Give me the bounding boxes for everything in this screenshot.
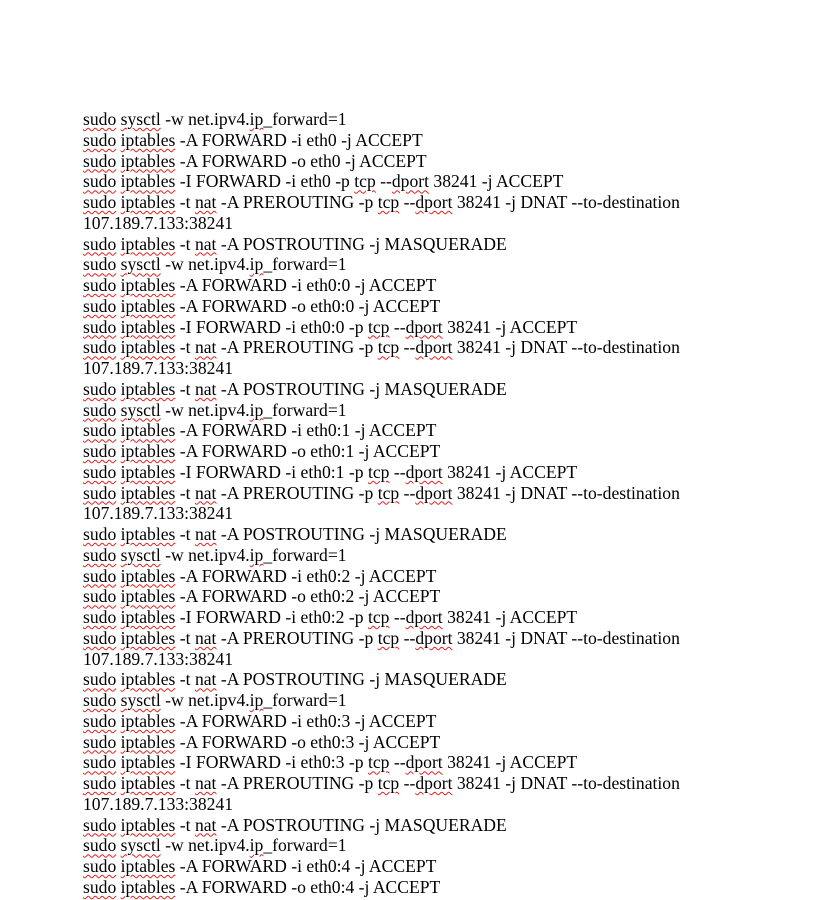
text-run: 107.189.7.133:38241 — [83, 503, 234, 524]
text-run: -A PREROUTING -p — [216, 627, 378, 648]
misspelled-word: sudo — [83, 254, 117, 275]
misspelled-word: dport — [415, 773, 453, 793]
misspelled-word: sudo — [83, 316, 117, 337]
text-run: -- — [399, 773, 416, 793]
misspelled-word: ip — [249, 109, 264, 129]
text-run: -A POSTROUTING -j MASQUERADE — [216, 814, 507, 835]
misspelled-word: iptables — [120, 731, 176, 752]
text-run: -I FORWARD -i eth0:1 -p — [175, 461, 368, 482]
text-run: -t — [175, 524, 195, 544]
text-run: 38241 -j ACCEPT — [442, 752, 578, 773]
text-run: -- — [389, 316, 406, 337]
misspelled-word: iptables — [120, 607, 176, 627]
text-line — [83, 815, 763, 836]
text-run: -A PREROUTING -p — [216, 192, 378, 212]
misspelled-word: iptables — [120, 337, 176, 358]
text-run: -A FORWARD -i eth0:2 -j ACCEPT — [175, 565, 437, 586]
text-run: 38241 -j ACCEPT — [442, 316, 578, 337]
text-run: -t — [175, 627, 195, 648]
text-run: -A PREROUTING -p — [216, 773, 378, 793]
misspelled-word: dport — [405, 461, 443, 482]
text-run: -- — [389, 752, 406, 773]
text-run: -A FORWARD -o eth0:1 -j ACCEPT — [175, 441, 441, 461]
text-run: -A PREROUTING -p — [216, 482, 378, 503]
text-run: -w net.ipv4. — [160, 109, 250, 129]
misspelled-word: sudo — [83, 441, 117, 461]
misspelled-word: sudo — [83, 233, 117, 254]
misspelled-word: nat — [194, 627, 217, 648]
text-run: -A PREROUTING -p — [216, 337, 378, 358]
misspelled-word: iptables — [120, 814, 176, 835]
document-text-body[interactable] — [83, 109, 763, 898]
text-line — [83, 752, 763, 773]
text-run: 38241 -j ACCEPT — [429, 171, 564, 192]
misspelled-word: iptables — [120, 275, 176, 295]
misspelled-word: sudo — [83, 109, 117, 129]
text-run: -A POSTROUTING -j MASQUERADE — [216, 233, 507, 254]
text-line — [83, 358, 763, 379]
text-run: -t — [175, 814, 195, 835]
misspelled-word: sudo — [83, 544, 117, 565]
misspelled-word: sudo — [83, 814, 117, 835]
misspelled-word: sudo — [83, 171, 117, 192]
text-run: -A FORWARD -i eth0:0 -j ACCEPT — [175, 275, 437, 295]
misspelled-word: iptables — [120, 876, 176, 897]
misspelled-word: dport — [415, 482, 453, 503]
text-line — [83, 337, 763, 358]
text-run: 38241 -j ACCEPT — [442, 607, 578, 627]
misspelled-word: sudo — [83, 129, 117, 150]
text-line — [83, 296, 763, 317]
text-line — [83, 400, 763, 421]
misspelled-word: sudo — [83, 524, 117, 544]
text-run: _forward=1 — [263, 399, 347, 420]
misspelled-word: dport — [405, 752, 443, 773]
misspelled-word: tcp — [367, 461, 390, 482]
misspelled-word: tcp — [377, 337, 400, 358]
misspelled-word: nat — [194, 378, 217, 399]
text-run: -A FORWARD -i eth0 -j ACCEPT — [175, 129, 423, 150]
misspelled-word: ip — [249, 399, 264, 420]
misspelled-word: dport — [415, 627, 453, 648]
text-run: -A FORWARD -o eth0:2 -j ACCEPT — [175, 586, 441, 607]
misspelled-word: sudo — [83, 192, 117, 212]
text-run: _forward=1 — [263, 690, 347, 710]
text-line — [83, 566, 763, 587]
text-run: 107.189.7.133:38241 — [83, 358, 234, 378]
misspelled-word: nat — [194, 524, 217, 544]
text-line — [83, 628, 763, 649]
text-run: -I FORWARD -i eth0 -p — [175, 171, 355, 192]
text-line — [83, 856, 763, 877]
text-run: -- — [399, 192, 416, 212]
misspelled-word: sysctl — [120, 399, 161, 420]
misspelled-word: iptables — [120, 150, 176, 171]
misspelled-word: dport — [415, 192, 453, 212]
misspelled-word: sysctl — [120, 690, 161, 710]
text-run: -A POSTROUTING -j MASQUERADE — [216, 669, 507, 690]
text-run: -A POSTROUTING -j MASQUERADE — [216, 524, 507, 544]
misspelled-word: nat — [194, 337, 217, 358]
text-line — [83, 669, 763, 690]
text-run: _forward=1 — [263, 544, 347, 565]
misspelled-word: nat — [194, 669, 217, 690]
text-run: -A FORWARD -o eth0:0 -j ACCEPT — [175, 295, 441, 316]
text-run: -- — [399, 627, 416, 648]
text-line — [83, 773, 763, 794]
text-line — [83, 171, 763, 192]
misspelled-word: sudo — [83, 482, 117, 503]
misspelled-word: iptables — [120, 627, 176, 648]
text-line — [83, 192, 763, 213]
text-line — [83, 545, 763, 566]
text-run: -A FORWARD -i eth0:4 -j ACCEPT — [175, 856, 437, 876]
misspelled-word: sudo — [83, 856, 117, 876]
misspelled-word: iptables — [120, 420, 176, 441]
text-run: -w net.ipv4. — [160, 544, 250, 565]
misspelled-word: dport — [415, 337, 453, 358]
text-line — [83, 379, 763, 400]
misspelled-word: iptables — [120, 710, 176, 731]
misspelled-word: nat — [194, 233, 217, 254]
misspelled-word: sudo — [83, 752, 117, 773]
text-run: -A FORWARD -o eth0:3 -j ACCEPT — [175, 731, 441, 752]
misspelled-word: iptables — [120, 565, 176, 586]
misspelled-word: sudo — [83, 399, 117, 420]
text-run: 107.189.7.133:38241 — [83, 648, 234, 669]
text-run: -w net.ipv4. — [160, 254, 250, 275]
misspelled-word: sudo — [83, 876, 117, 897]
misspelled-word: dport — [391, 171, 430, 192]
misspelled-word: iptables — [120, 233, 176, 254]
misspelled-word: tcp — [377, 627, 400, 648]
text-run: -t — [175, 192, 195, 212]
text-line — [83, 213, 763, 234]
text-run: -A FORWARD -o eth0 -j ACCEPT — [175, 150, 427, 171]
text-run: -t — [175, 482, 195, 503]
misspelled-word: iptables — [120, 378, 176, 399]
misspelled-word: sysctl — [120, 544, 161, 565]
misspelled-word: nat — [194, 814, 217, 835]
text-run: -A FORWARD -i eth0:3 -j ACCEPT — [175, 710, 437, 731]
misspelled-word: iptables — [120, 586, 176, 607]
misspelled-word: iptables — [120, 441, 176, 461]
text-line — [83, 794, 763, 815]
misspelled-word: ip — [249, 835, 264, 856]
misspelled-word: dport — [405, 607, 443, 627]
text-run: -A FORWARD -i eth0:1 -j ACCEPT — [175, 420, 437, 441]
text-run: 38241 -j DNAT --to-destination — [452, 482, 680, 503]
text-line — [83, 254, 763, 275]
text-line — [83, 234, 763, 255]
misspelled-word: sysctl — [120, 254, 161, 275]
text-run: _forward=1 — [263, 254, 347, 275]
misspelled-word: sudo — [83, 565, 117, 586]
misspelled-word: iptables — [120, 295, 176, 316]
text-run: 38241 -j DNAT --to-destination — [452, 773, 680, 793]
misspelled-word: sysctl — [120, 835, 161, 856]
text-run: _forward=1 — [263, 835, 347, 856]
text-run: -t — [175, 773, 195, 793]
text-line — [83, 420, 763, 441]
text-line — [83, 877, 763, 898]
misspelled-word: ip — [249, 690, 264, 710]
text-run: -w net.ipv4. — [160, 399, 250, 420]
text-run: -t — [175, 233, 195, 254]
misspelled-word: sudo — [83, 607, 117, 627]
misspelled-word: sudo — [83, 773, 117, 793]
misspelled-word: dport — [405, 316, 443, 337]
text-run: -t — [175, 337, 195, 358]
text-run: 38241 -j DNAT --to-destination — [452, 337, 680, 358]
misspelled-word: sudo — [83, 337, 117, 358]
text-run: -- — [399, 337, 416, 358]
misspelled-word: sudo — [83, 731, 117, 752]
misspelled-word: tcp — [377, 192, 400, 212]
text-line — [83, 690, 763, 711]
misspelled-word: sudo — [83, 420, 117, 441]
text-run: -I FORWARD -i eth0:0 -p — [175, 316, 368, 337]
text-line — [83, 607, 763, 628]
text-run: -t — [175, 669, 195, 690]
text-run: -- — [399, 482, 416, 503]
text-run: 38241 -j ACCEPT — [442, 461, 578, 482]
text-run: _forward=1 — [263, 109, 347, 129]
text-run: -A FORWARD -o eth0:4 -j ACCEPT — [175, 876, 441, 897]
misspelled-word: iptables — [120, 192, 176, 212]
misspelled-word: tcp — [377, 773, 400, 793]
misspelled-word: iptables — [120, 482, 176, 503]
text-run: 38241 -j DNAT --to-destination — [452, 627, 680, 648]
misspelled-word: sudo — [83, 150, 117, 171]
text-line — [83, 151, 763, 172]
misspelled-word: iptables — [120, 669, 176, 690]
text-run: -w net.ipv4. — [160, 690, 250, 710]
misspelled-word: tcp — [367, 316, 390, 337]
text-run: 107.189.7.133:38241 — [83, 793, 234, 814]
misspelled-word: iptables — [120, 461, 176, 482]
text-run: -w net.ipv4. — [160, 835, 250, 856]
misspelled-word: iptables — [120, 316, 176, 337]
text-line — [83, 441, 763, 462]
misspelled-word: sudo — [83, 275, 117, 295]
misspelled-word: iptables — [120, 524, 176, 544]
misspelled-word: sudo — [83, 461, 117, 482]
misspelled-word: nat — [194, 773, 217, 793]
text-line — [83, 732, 763, 753]
misspelled-word: sysctl — [120, 109, 161, 129]
misspelled-word: sudo — [83, 378, 117, 399]
text-line — [83, 483, 763, 504]
misspelled-word: iptables — [120, 773, 176, 793]
text-line — [83, 275, 763, 296]
text-line — [83, 130, 763, 151]
misspelled-word: sudo — [83, 586, 117, 607]
misspelled-word: nat — [194, 482, 217, 503]
misspelled-word: tcp — [354, 171, 376, 192]
misspelled-word: sudo — [83, 627, 117, 648]
misspelled-word: sudo — [83, 710, 117, 731]
text-line — [83, 835, 763, 856]
text-line — [83, 711, 763, 732]
misspelled-word: ip — [249, 254, 264, 275]
text-line — [83, 317, 763, 338]
misspelled-word: tcp — [377, 482, 400, 503]
text-line — [83, 462, 763, 483]
text-run: -t — [175, 378, 195, 399]
text-run: -I FORWARD -i eth0:2 -p — [175, 607, 368, 627]
misspelled-word: sudo — [83, 690, 117, 710]
misspelled-word: sudo — [83, 295, 117, 316]
misspelled-word: iptables — [120, 752, 176, 773]
text-run: -- — [389, 607, 406, 627]
misspelled-word: tcp — [367, 752, 390, 773]
misspelled-word: iptables — [120, 171, 176, 192]
text-run: 38241 -j DNAT --to-destination — [452, 192, 680, 212]
text-run: -- — [375, 171, 392, 192]
misspelled-word: sudo — [83, 669, 117, 690]
misspelled-word: ip — [249, 544, 264, 565]
text-line — [83, 649, 763, 670]
text-run: -- — [389, 461, 406, 482]
misspelled-word: iptables — [120, 856, 176, 876]
text-run: -A POSTROUTING -j MASQUERADE — [216, 378, 507, 399]
text-line — [83, 586, 763, 607]
misspelled-word: tcp — [367, 607, 390, 627]
text-run: -I FORWARD -i eth0:3 -p — [175, 752, 368, 773]
misspelled-word: sudo — [83, 835, 117, 856]
misspelled-word: nat — [194, 192, 217, 212]
misspelled-word: iptables — [120, 129, 176, 150]
text-line — [83, 503, 763, 524]
text-line — [83, 109, 763, 130]
text-line — [83, 524, 763, 545]
text-run: 107.189.7.133:38241 — [83, 212, 234, 233]
